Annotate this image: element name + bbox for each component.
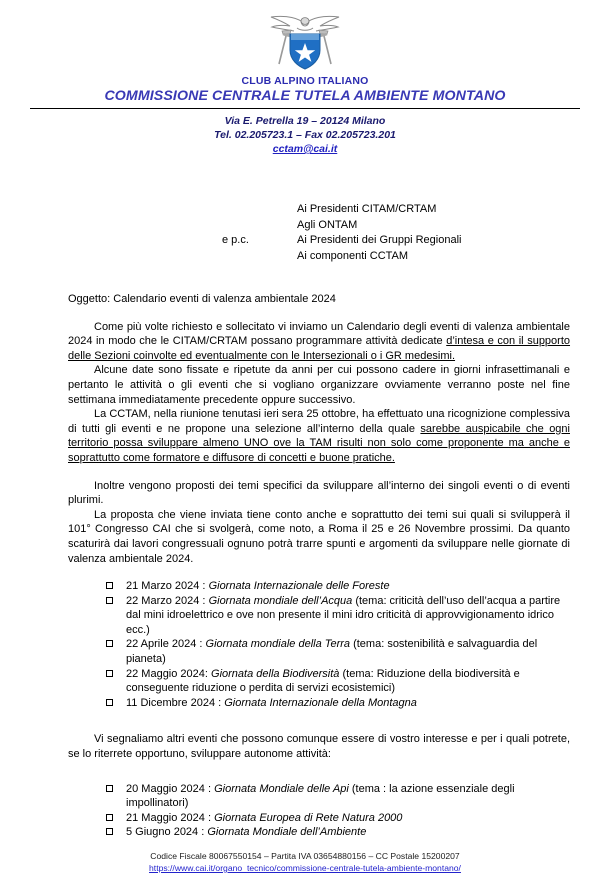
- list-item: [106, 594, 570, 638]
- paragraph-5: La proposta che viene inviata tiene conto anche e soprattutto dei temi sui quali si svilupperà il 101° Congresso CAI che si svolgerà, come noto, a Roma il 25 e 26 Novembre prossimi. Da quanto scaturirà dai lavori congressuali ognuno potrà trarre spunti e argomenti da sviluppare nelle giornate di valenza ambientale 2024.: [68, 508, 570, 565]
- letterhead: [0, 0, 610, 156]
- event-title: Giornata Internazionale delle Foreste: [208, 580, 390, 593]
- event-note: (tema: Riduzione della biodiversità e conseguente riduzione o perdita di servizi ecosistemici): [126, 667, 520, 695]
- list-item: [106, 579, 570, 594]
- paragraph-1-underlined: d’intesa e con il supporto delle Sezioni coinvolte ed eventualmente con le Intersezionali o i GR medesimi.: [68, 335, 571, 362]
- commission-name: COMMISSIONE CENTRALE TUTELA AMBIENTE MONTANO: [104, 88, 506, 104]
- recipients-list: [297, 202, 610, 264]
- list-item: [106, 825, 570, 840]
- list-item: [106, 696, 570, 711]
- letter-body: [68, 292, 570, 840]
- event-title: Giornata Internazionale della Montagna: [224, 696, 417, 709]
- recipient-line: Ai componenti CCTAM: [297, 249, 409, 262]
- page-footer: [0, 850, 610, 874]
- cai-eagle-shield-logo-svg: [257, 12, 353, 74]
- paragraph-3: [68, 407, 570, 465]
- paragraph-1: [68, 320, 570, 364]
- epc-label: e p.c.: [222, 234, 249, 246]
- checkbox-icon: [106, 597, 113, 604]
- email-link[interactable]: cctam@cai.it: [272, 143, 338, 155]
- checkbox-icon: [106, 814, 113, 821]
- recipient-line: Ai Presidenti CITAM/CRTAM: [297, 203, 437, 215]
- event-date: 22 Maggio 2024:: [126, 667, 212, 680]
- checkbox-icon: [106, 640, 113, 647]
- paragraph-1-text: Come più volte richiesto e sollecitato vi inviamo un Calendario degli eventi di valenza ambientale 2024 in modo che le CITAM/CRTAM possano programmare attività dedicate: [68, 320, 570, 348]
- event-title: Giornata della Biodiversità: [211, 667, 340, 680]
- subject-line: Oggetto: Calendario eventi di valenza ambientale 2024: [68, 293, 336, 305]
- event-date: 21 Maggio 2024 :: [126, 811, 215, 824]
- organization-name: CLUB ALPINO ITALIANO: [241, 75, 369, 87]
- event-title: Giornata mondiale della Terra: [205, 638, 351, 651]
- event-date: 22 Marzo 2024 :: [126, 594, 209, 607]
- events-main-list: [68, 579, 570, 710]
- address-line-1: Via E. Petrella 19 – 20124 Milano: [224, 115, 386, 127]
- list-item: [106, 667, 570, 696]
- event-note: (tema: criticità dell’uso dell’acqua a partire dal mini idroelettrico e ove non presente il mini idro criticità di approvvigionamento idrico ecc.): [126, 594, 561, 636]
- event-date: 20 Maggio 2024 :: [126, 782, 215, 795]
- event-date: 5 Giugno 2024 :: [126, 826, 208, 839]
- recipients-block: [0, 202, 610, 264]
- list-item: [106, 637, 570, 666]
- checkbox-icon: [106, 828, 113, 835]
- list-item: [106, 811, 570, 826]
- event-title: Giornata Mondiale dell’Ambiente: [207, 826, 367, 839]
- paragraph-4: Inoltre vengono proposti dei temi specifici da sviluppare all’interno dei singoli eventi o di eventi plurimi.: [68, 479, 570, 507]
- recipient-line: Ai Presidenti dei Gruppi Regionali: [297, 234, 462, 246]
- footer-url-link[interactable]: https://www.cai.it/organo_tecnico/commissione-centrale-tutela-ambiente-montano/: [149, 863, 461, 873]
- cai-logo: [0, 12, 610, 74]
- event-title: Giornata Mondiale delle Api: [214, 782, 349, 795]
- checkbox-icon: [106, 699, 113, 706]
- address-block: [0, 114, 610, 156]
- checkbox-icon: [106, 785, 113, 792]
- recipient-line: Agli ONTAM: [297, 218, 358, 231]
- paragraph-3-underlined: sarebbe auspicabile che ogni territorio possa sviluppare almeno UNO ove la TAM risulti non solo come proponente ma anche e soprattutto come formatore e diffusore di concetti e buone pratiche.: [68, 422, 570, 464]
- checkbox-icon: [106, 582, 113, 589]
- event-title: Giornata mondiale dell’Acqua: [208, 594, 353, 607]
- fiscal-info: Codice Fiscale 80067550154 – Partita IVA 03654880156 – CC Postale 15200207: [150, 851, 460, 861]
- event-date: 22 Aprile 2024 :: [126, 638, 206, 651]
- checkbox-icon: [106, 670, 113, 677]
- header-divider: [30, 108, 580, 109]
- address-line-2: Tel. 02.205723.1 – Fax 02.205723.201: [214, 129, 396, 141]
- paragraph-6: Vi segnaliamo altri eventi che possono comunque essere di vostro interesse e per i quali potrete, se lo riterrete opportuno, sviluppare autonome attività:: [68, 733, 570, 761]
- list-item: [106, 782, 570, 811]
- paragraph-2: Alcune date sono fissate e ripetute da anni per cui possono cadere in giorni infrasettimanali e pertanto le attività o gli eventi che si vogliano organizzare ovviamente verranno poste nel fine settimana immediatamente precedente oppure successivo.: [68, 364, 570, 406]
- event-date: 21 Marzo 2024 :: [126, 580, 209, 593]
- paragraph-3-text: La CCTAM, nella riunione tenutasi ieri sera 25 ottobre, ha effettuato una ricognizione complessiva di tutti gli eventi e ne propone una selezione all’interno della quale: [68, 408, 570, 435]
- event-title: Giornata Europea di Rete Natura 2000: [214, 811, 403, 824]
- event-note: (tema: sostenibilità e salvaguardia del pianeta): [126, 638, 538, 666]
- event-date: 11 Dicembre 2024 :: [126, 696, 225, 709]
- event-note: (tema : la azione essenziale degli impollinatori): [126, 782, 515, 810]
- events-other-list: [68, 782, 570, 840]
